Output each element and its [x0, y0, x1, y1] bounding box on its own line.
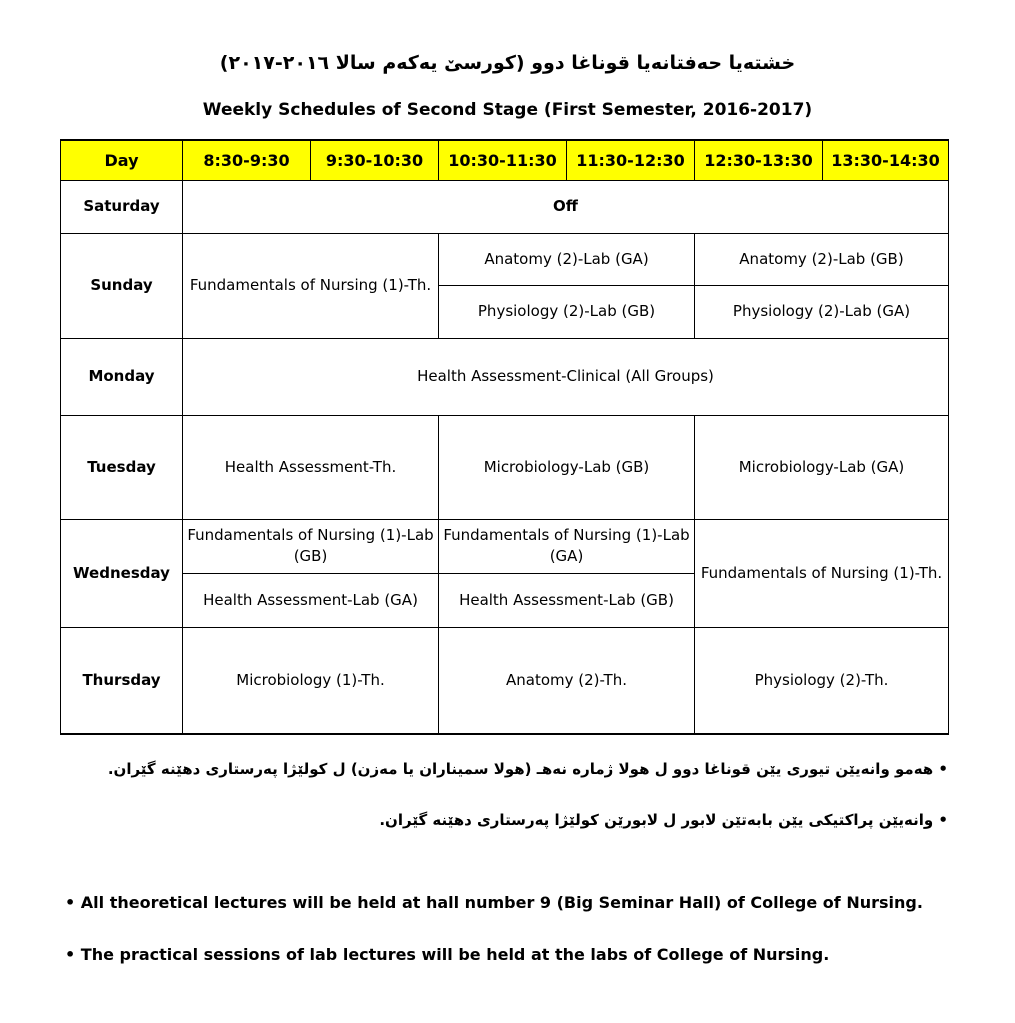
row-sunday-1: [61, 233, 949, 285]
day-sunday: Sunday: [61, 233, 183, 338]
tuesday-health-th: Health Assessment-Th.: [183, 415, 439, 519]
header-row: [61, 140, 949, 180]
sunday-physiology-lab-ga: Physiology (2)-Lab (GA): [695, 285, 949, 338]
tuesday-micro-lab-gb: Microbiology-Lab (GB): [439, 415, 695, 519]
note-kurdish-theory: • هەمو وانەیێن تیوری یێن قوناغا دوو ل هولا ژمارە نەهـ (هولا سمیناران یا مەزن) ل کولێژا پەرستاری دهێنە گێران.: [107, 760, 948, 778]
header-day: Day: [61, 140, 183, 180]
saturday-off: Off: [183, 180, 949, 233]
day-wednesday: Wednesday: [61, 519, 183, 627]
day-monday: Monday: [61, 338, 183, 415]
row-thursday: [61, 627, 949, 734]
schedule-table: [60, 139, 949, 735]
sunday-fundamentals-th: Fundamentals of Nursing (1)-Th.: [183, 233, 439, 338]
wednesday-fund-lab-gb: Fundamentals of Nursing (1)-Lab (GB): [183, 519, 439, 573]
header-slot-2: 9:30-10:30: [311, 140, 439, 180]
day-tuesday: Tuesday: [61, 415, 183, 519]
row-tuesday: [61, 415, 949, 519]
wednesday-fund-th: Fundamentals of Nursing (1)-Th.: [695, 519, 949, 627]
header-slot-1: 8:30-9:30: [183, 140, 311, 180]
day-saturday: Saturday: [61, 180, 183, 233]
header-slot-4: 11:30-12:30: [567, 140, 695, 180]
page-title: Weekly Schedules of Second Stage (First Semester, 2016-2017): [202, 100, 813, 120]
note-english-theory: • All theoretical lectures will be held at hall number 9 (Big Seminar Hall) of College of Nursing.: [65, 893, 923, 912]
monday-clinical: Health Assessment-Clinical (All Groups): [183, 338, 949, 415]
note-english-lab: • The practical sessions of lab lectures will be held at the labs of College of Nursing.: [65, 945, 830, 964]
thursday-micro-th: Microbiology (1)-Th.: [183, 627, 439, 734]
row-monday: [61, 338, 949, 415]
tuesday-micro-lab-ga: Microbiology-Lab (GA): [695, 415, 949, 519]
note-kurdish-lab: • وانەیێن پراکتیکی یێن بابەتێن لابور ل لابورێن کولێژا پەرستاری دهێنە گێران.: [379, 811, 948, 829]
day-thursday: Thursday: [61, 627, 183, 734]
thursday-physiology-th: Physiology (2)-Th.: [695, 627, 949, 734]
wednesday-fund-lab-ga: Fundamentals of Nursing (1)-Lab (GA): [439, 519, 695, 573]
header-slot-5: 12:30-13:30: [695, 140, 823, 180]
sunday-anatomy-lab-ga: Anatomy (2)-Lab (GA): [439, 233, 695, 285]
row-wednesday-1: [61, 519, 949, 573]
thursday-anatomy-th: Anatomy (2)-Th.: [439, 627, 695, 734]
page-title-kurdish: خشتەیا حەفتانەیا قوناغا دوو (کورسێ یەکەم سالا ٢٠١٦-٢٠١٧): [219, 52, 796, 74]
row-saturday: [61, 180, 949, 233]
sunday-anatomy-lab-gb: Anatomy (2)-Lab (GB): [695, 233, 949, 285]
header-slot-3: 10:30-11:30: [439, 140, 567, 180]
header-slot-6: 13:30-14:30: [823, 140, 949, 180]
wednesday-health-lab-ga: Health Assessment-Lab (GA): [183, 573, 439, 627]
sunday-physiology-lab-gb: Physiology (2)-Lab (GB): [439, 285, 695, 338]
wednesday-health-lab-gb: Health Assessment-Lab (GB): [439, 573, 695, 627]
